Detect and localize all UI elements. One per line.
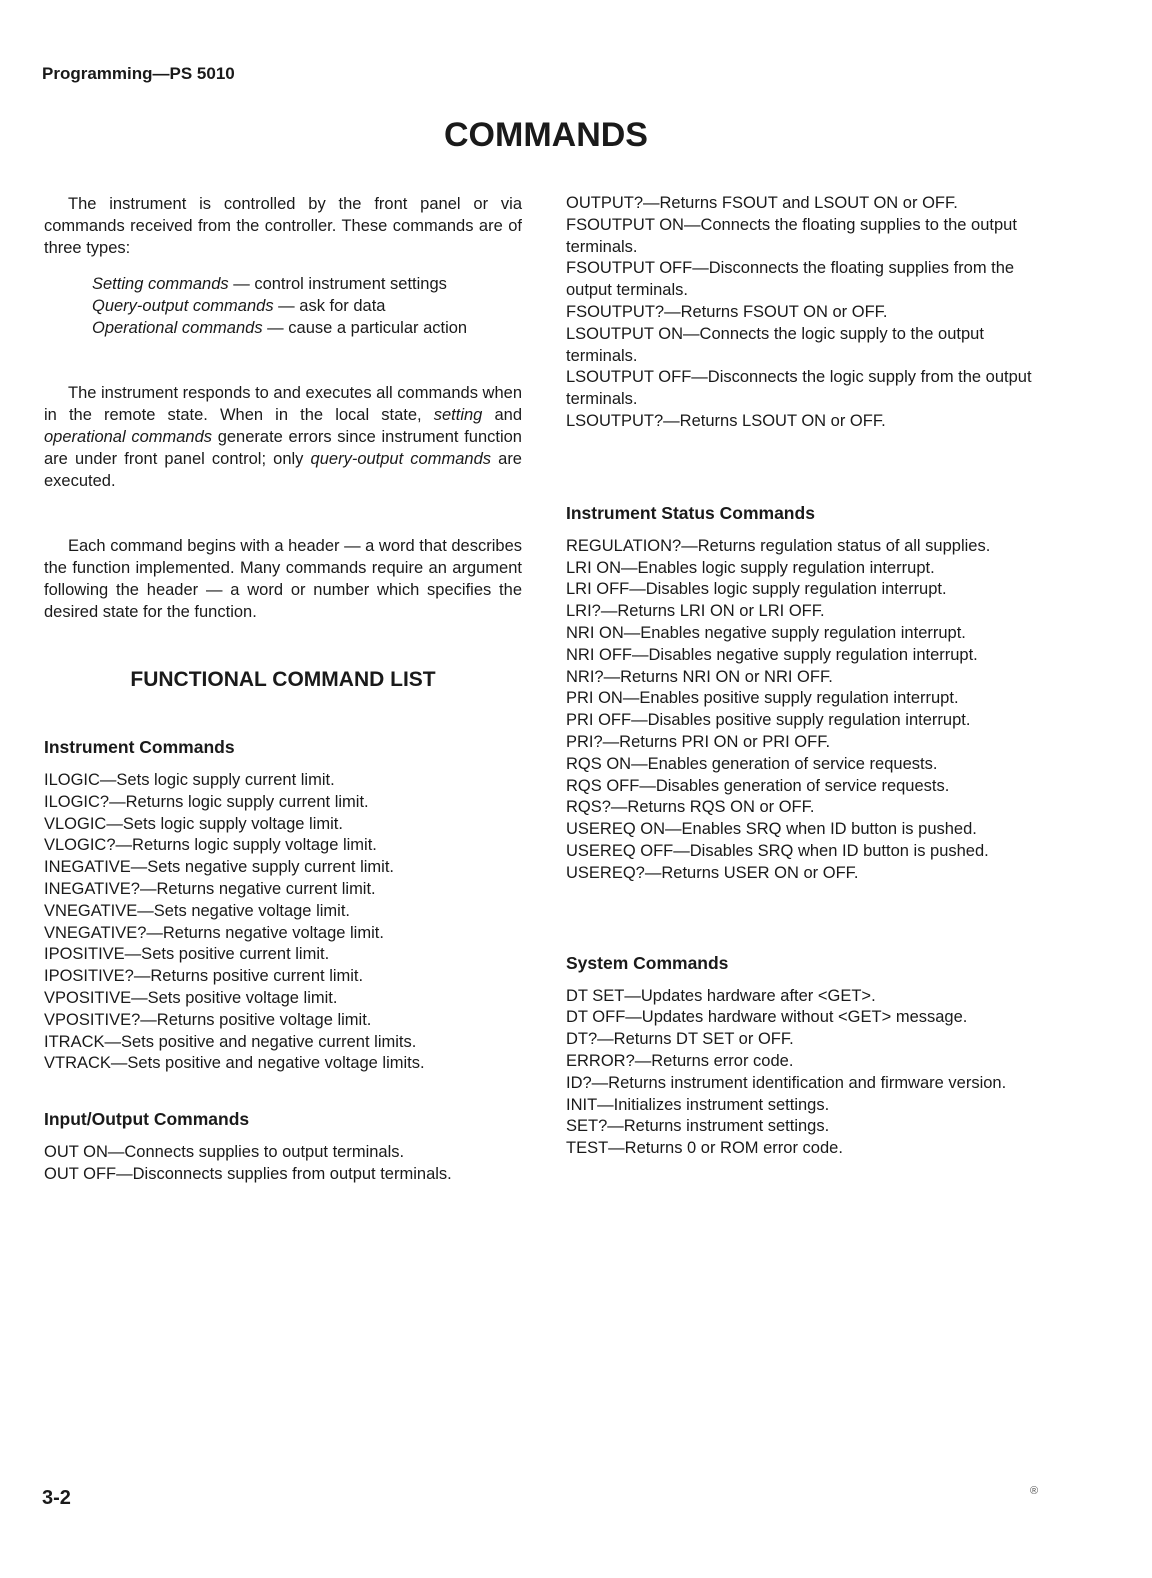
list-item: RQS?—Returns RQS ON or OFF. <box>566 798 815 817</box>
running-head: Programming—PS 5010 <box>42 64 235 83</box>
intro-paragraph-1: The instrument is controlled by the front panel or via commands received from the controller. These commands are of three types: <box>44 195 522 257</box>
list-item: LRI OFF—Disables logic supply regulation interrupt. <box>566 580 947 599</box>
intro-paragraph-3: Each command begins with a header — a word that describes the function implemented. Many commands require an argument following the header — a word or number which specifies the desired state for the function. <box>44 537 522 621</box>
list-item: VLOGIC?—Returns logic supply voltage limit. <box>44 836 377 855</box>
list-item: LSOUTPUT ON—Connects the logic supply to the output terminals. <box>566 324 984 365</box>
command-type-item: Query-output commands — ask for data <box>92 297 386 315</box>
status-commands-heading: Instrument Status Commands <box>566 502 815 523</box>
page-title: COMMANDS <box>444 116 648 154</box>
list-item: LSOUTPUT OFF—Disconnects the logic supply from the output terminals. <box>566 368 1032 409</box>
list-item: VTRACK—Sets positive and negative voltage limits. <box>44 1054 425 1073</box>
list-item: FSOUTPUT ON—Connects the floating supplies to the output terminals. <box>566 215 1017 256</box>
status-commands-list <box>566 536 1046 885</box>
list-item: FSOUTPUT OFF—Disconnects the floating supplies from the output terminals. <box>566 259 1015 300</box>
output-commands-list <box>566 193 1046 433</box>
list-item: INIT—Initializes instrument settings. <box>566 1095 830 1114</box>
right-column <box>566 193 1046 1160</box>
list-item: INEGATIVE?—Returns negative current limit. <box>44 879 376 898</box>
list-item: VNEGATIVE—Sets negative voltage limit. <box>44 901 350 920</box>
list-item: REGULATION?—Returns regulation status of all supplies. <box>566 536 991 555</box>
list-item: LRI?—Returns LRI ON or LRI OFF. <box>566 602 825 621</box>
functional-command-list-heading: FUNCTIONAL COMMAND LIST <box>130 668 436 691</box>
system-commands-heading: System Commands <box>566 952 729 973</box>
list-item: PRI ON—Enables positive supply regulation interrupt. <box>566 689 959 708</box>
list-item: ILOGIC?—Returns logic supply current limit. <box>44 792 369 811</box>
list-item: NRI?—Returns NRI ON or NRI OFF. <box>566 667 833 686</box>
list-item: USEREQ ON—Enables SRQ when ID button is pushed. <box>566 820 977 839</box>
io-commands-heading: Input/Output Commands <box>44 1109 250 1130</box>
list-item: NRI OFF—Disables negative supply regulation interrupt. <box>566 645 978 664</box>
intro-paragraph-2: The instrument responds to and executes all commands when in the remote state. When in the local state, setting and operational commands generate errors since instrument function are under front panel control; only query-output commands are executed. <box>44 384 522 490</box>
list-item: LRI ON—Enables logic supply regulation interrupt. <box>566 558 935 577</box>
list-item: VNEGATIVE?—Returns negative voltage limit. <box>44 923 384 942</box>
list-item: OUT ON—Connects supplies to output terminals. <box>44 1143 405 1162</box>
list-item: DT SET—Updates hardware after <GET>. <box>566 986 876 1005</box>
io-commands-list <box>44 1142 522 1186</box>
left-column <box>44 193 522 1186</box>
registered-mark: ® <box>1030 1485 1039 1497</box>
instrument-commands-heading: Instrument Commands <box>44 737 235 757</box>
list-item: VPOSITIVE?—Returns positive voltage limit. <box>44 1010 372 1029</box>
list-item: PRI?—Returns PRI ON or PRI OFF. <box>566 732 831 751</box>
list-item: ILOGIC—Sets logic supply current limit. <box>44 771 335 789</box>
instrument-commands-list <box>44 770 522 1075</box>
list-item: RQS ON—Enables generation of service requests. <box>566 754 938 773</box>
list-item: IPOSITIVE?—Returns positive current limit. <box>44 967 364 986</box>
command-type-item: Operational commands — cause a particular action <box>92 319 468 337</box>
list-item: DT?—Returns DT SET or OFF. <box>566 1030 794 1049</box>
list-item: USEREQ OFF—Disables SRQ when ID button is pushed. <box>566 841 989 860</box>
list-item: OUT OFF—Disconnects supplies from output terminals. <box>44 1164 452 1183</box>
list-item: PRI OFF—Disables positive supply regulation interrupt. <box>566 711 971 730</box>
list-item: DT OFF—Updates hardware without <GET> message. <box>566 1008 968 1027</box>
list-item: VLOGIC—Sets logic supply voltage limit. <box>44 814 343 833</box>
list-item: RQS OFF—Disables generation of service requests. <box>566 776 950 795</box>
system-commands-list <box>566 986 1046 1160</box>
list-item: FSOUTPUT?—Returns FSOUT ON or OFF. <box>566 302 888 321</box>
list-item: INEGATIVE—Sets negative supply current limit. <box>44 858 394 877</box>
list-item: USEREQ?—Returns USER ON or OFF. <box>566 863 859 882</box>
list-item: VPOSITIVE—Sets positive voltage limit. <box>44 988 338 1007</box>
command-type-item: Setting commands — control instrument settings <box>92 275 447 293</box>
list-item: TEST—Returns 0 or ROM error code. <box>566 1139 843 1158</box>
list-item: NRI ON—Enables negative supply regulation interrupt. <box>566 623 966 642</box>
page-number: 3-2 <box>42 1487 71 1509</box>
list-item: IPOSITIVE—Sets positive current limit. <box>44 945 330 964</box>
list-item: OUTPUT?—Returns FSOUT and LSOUT ON or OFF. <box>566 194 958 212</box>
list-item: ITRACK—Sets positive and negative current limits. <box>44 1032 417 1051</box>
command-types-list <box>92 273 522 339</box>
list-item: LSOUTPUT?—Returns LSOUT ON or OFF. <box>566 411 886 430</box>
list-item: SET?—Returns instrument settings. <box>566 1117 830 1136</box>
list-item: ERROR?—Returns error code. <box>566 1051 794 1070</box>
list-item: ID?—Returns instrument identification and firmware version. <box>566 1073 1007 1092</box>
